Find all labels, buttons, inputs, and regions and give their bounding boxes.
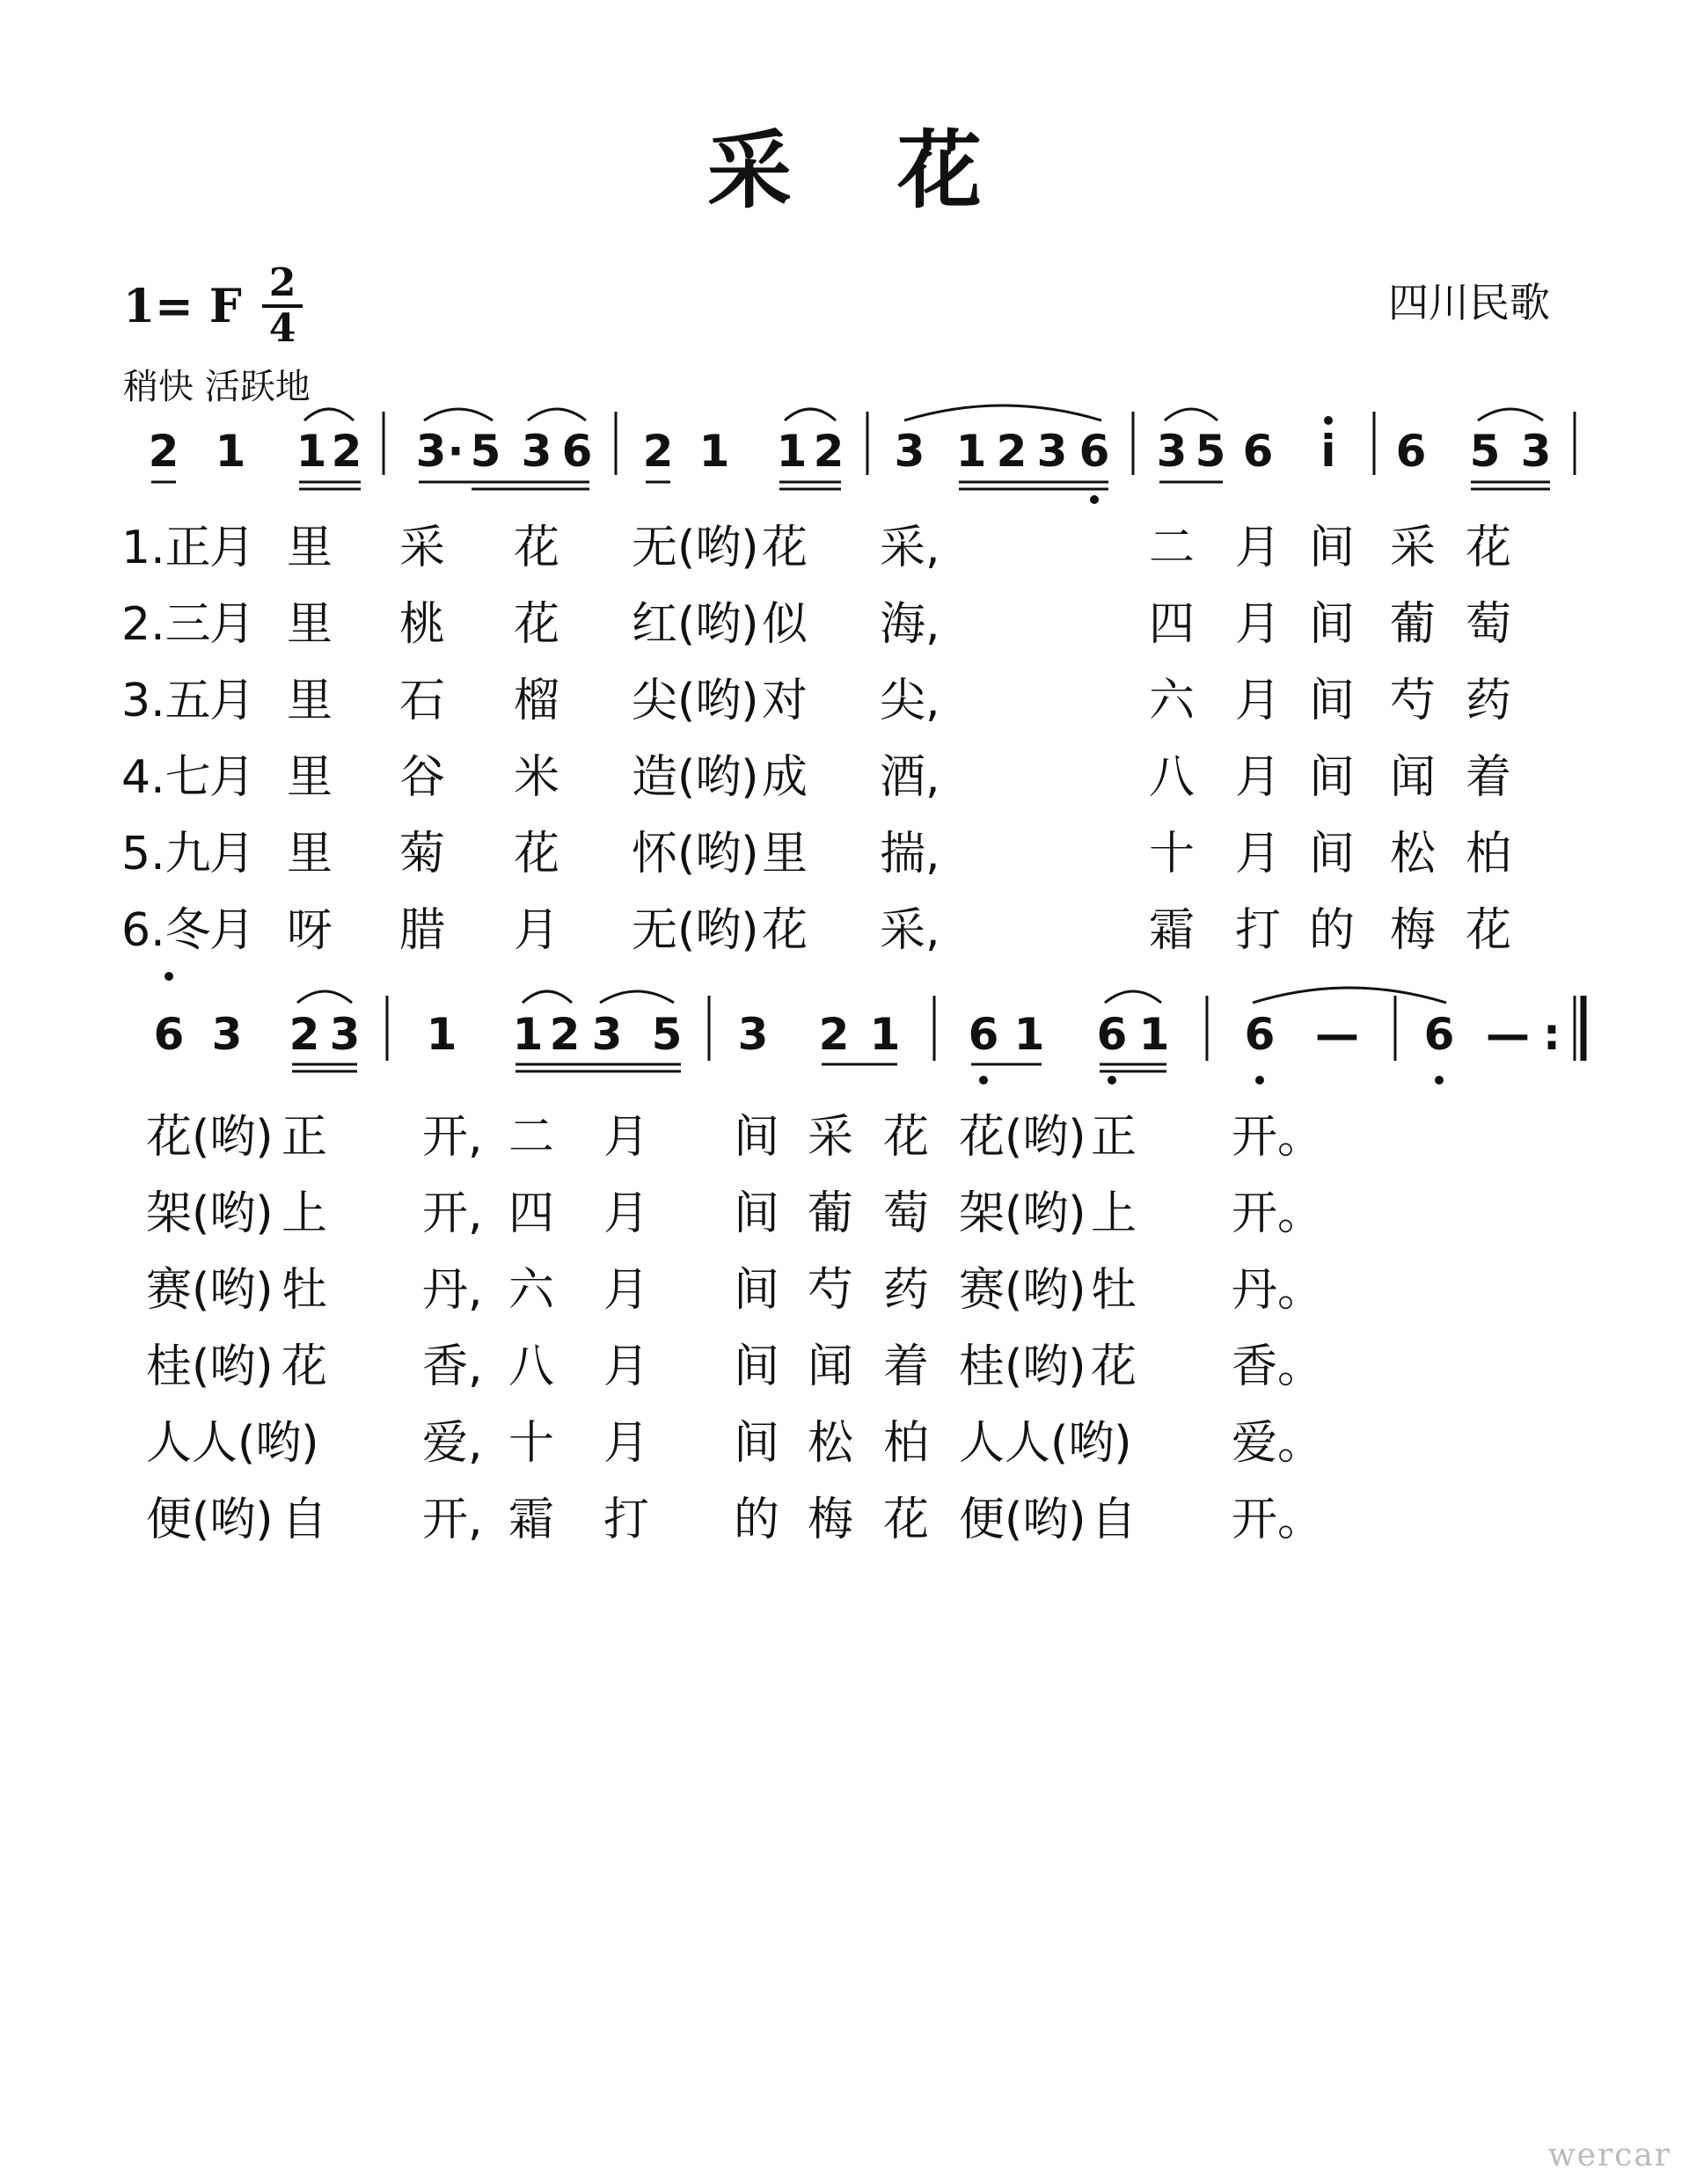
lyric-syllable: 正 bbox=[282, 1111, 328, 1164]
lyric-syllable: 自 bbox=[1091, 1494, 1137, 1546]
lyric-syllable: 花 bbox=[514, 598, 560, 651]
note: 6 bbox=[1423, 1009, 1455, 1060]
lyric-syllable: 开, bbox=[422, 1111, 483, 1164]
note: 2 bbox=[148, 426, 179, 477]
lyric-syllable: 松 bbox=[1390, 828, 1437, 880]
note: 5 bbox=[1469, 426, 1501, 477]
lyric-syllable: 爱, bbox=[422, 1417, 483, 1470]
lyric-syllable: 丹, bbox=[422, 1264, 483, 1317]
note: 3 bbox=[415, 426, 447, 477]
note: 3 bbox=[211, 1009, 243, 1060]
lyric-syllable: 葡 bbox=[1390, 598, 1437, 651]
lyric-syllable: 月 bbox=[603, 1187, 650, 1240]
lyric-syllable: 海, bbox=[880, 598, 940, 651]
note: 6 bbox=[1242, 426, 1274, 477]
lyric-syllable: 菊 bbox=[399, 828, 446, 880]
tempo-marking: 稍快 活跃地 bbox=[123, 367, 311, 407]
note: 5 bbox=[651, 1009, 683, 1060]
lyric-syllable: 花 bbox=[514, 828, 560, 880]
lyric-syllable: 六 bbox=[508, 1264, 555, 1317]
slur bbox=[1253, 988, 1446, 1003]
note: 6 bbox=[153, 1009, 185, 1060]
composer-label: 四川民歌 bbox=[1388, 279, 1550, 326]
lyric-syllable: 桃 bbox=[399, 598, 446, 651]
lyric-syllable: 霜 bbox=[1149, 904, 1195, 957]
note: 2 bbox=[813, 426, 844, 477]
note: 6 bbox=[1244, 1009, 1276, 1060]
lyric-syllable: 月 bbox=[1235, 675, 1282, 727]
lyric-syllable: 月 bbox=[1235, 522, 1282, 574]
lyric-syllable: 月 bbox=[209, 522, 256, 574]
slur bbox=[785, 409, 836, 420]
lyric-syllable: 间 bbox=[1309, 675, 1356, 727]
note: 1 bbox=[869, 1009, 901, 1060]
lyric-syllable: 2.三 bbox=[121, 598, 211, 651]
lyric-syllable: 酒, bbox=[880, 751, 940, 804]
lyric-syllable: 采, bbox=[880, 522, 940, 574]
lyric-syllable: 药 bbox=[883, 1264, 930, 1317]
lyric-syllable: 打 bbox=[603, 1494, 650, 1546]
note: 1 bbox=[215, 426, 246, 477]
lyric-syllable: 无(哟) bbox=[632, 522, 759, 574]
lyric-syllable: 芍 bbox=[808, 1264, 854, 1317]
lyric-syllable: 六 bbox=[1149, 675, 1195, 727]
lyric-syllable: 里 bbox=[287, 751, 333, 804]
lower-octave-dot bbox=[1435, 1076, 1444, 1085]
lower-octave-dot bbox=[1090, 495, 1099, 504]
lyric-syllable: 里 bbox=[287, 828, 333, 880]
lyric-syllable: 尖, bbox=[880, 675, 940, 727]
lyric-syllable: 月 bbox=[1235, 828, 1282, 880]
lyric-syllable: 间 bbox=[734, 1264, 780, 1317]
lyric-syllable: 桂(哟) bbox=[959, 1340, 1086, 1393]
lyric-syllable: 上 bbox=[282, 1187, 328, 1240]
lyric-syllable: 花 bbox=[514, 522, 560, 574]
note: 6 bbox=[1096, 1009, 1128, 1060]
lyric-syllable: 5.九 bbox=[121, 828, 211, 880]
lyric-syllable: 柏 bbox=[883, 1417, 930, 1470]
lyric-syllable: 赛(哟) bbox=[959, 1264, 1086, 1317]
lyric-syllable: 四 bbox=[508, 1187, 555, 1240]
lyric-syllable: 开, bbox=[422, 1494, 483, 1546]
lyric-syllable: 怀(哟) bbox=[632, 828, 759, 880]
note: 1 bbox=[1013, 1009, 1045, 1060]
lyric-syllable: 间 bbox=[1309, 598, 1356, 651]
lyric-syllable: 香, bbox=[422, 1340, 483, 1393]
lyric-syllable: 月 bbox=[603, 1417, 650, 1470]
lyric-syllable: 架(哟) bbox=[959, 1187, 1086, 1240]
lyric-syllable: 间 bbox=[1309, 522, 1356, 574]
lyric-syllable: 红(哟) bbox=[632, 598, 759, 651]
lower-octave-dot bbox=[1255, 1076, 1264, 1085]
note: 1 bbox=[512, 1009, 544, 1060]
lyric-syllable: 香。 bbox=[1232, 1340, 1324, 1393]
slur bbox=[528, 409, 586, 420]
lyric-syllable: 间 bbox=[734, 1187, 780, 1240]
lyric-syllable: 间 bbox=[1309, 751, 1356, 804]
lyric-syllable: 采 bbox=[1390, 522, 1437, 574]
lyric-syllable: 的 bbox=[734, 1494, 780, 1546]
lyric-syllable: 的 bbox=[1309, 904, 1356, 957]
lyric-syllable: 人人(哟) bbox=[959, 1417, 1132, 1470]
note: 2 bbox=[818, 1009, 850, 1060]
lyric-syllable: 桂(哟) bbox=[146, 1340, 274, 1393]
slur bbox=[304, 409, 354, 420]
slur bbox=[424, 409, 493, 420]
note: 2 bbox=[996, 426, 1027, 477]
lyric-syllable: 二 bbox=[1149, 522, 1195, 574]
lyric-syllable: 上 bbox=[1091, 1187, 1137, 1240]
note: 3 bbox=[1036, 426, 1068, 477]
lyric-syllable: 尖(哟) bbox=[632, 675, 759, 727]
lyric-syllable: 月 bbox=[209, 828, 256, 880]
note: 2 bbox=[289, 1009, 320, 1060]
slur bbox=[1165, 409, 1217, 420]
key-signature: 1= F bbox=[123, 280, 242, 333]
note: 3 bbox=[521, 426, 552, 477]
lyric-syllable: 萄 bbox=[883, 1187, 930, 1240]
lyric-syllable: 八 bbox=[1149, 751, 1195, 804]
lower-octave-dot bbox=[979, 1076, 988, 1085]
lyric-syllable: 开。 bbox=[1232, 1187, 1324, 1240]
lyric-syllable: 里 bbox=[287, 675, 333, 727]
lyric-syllable: 十 bbox=[508, 1417, 555, 1470]
lyric-syllable: 十 bbox=[1149, 828, 1195, 880]
lyric-syllable: 4.七 bbox=[121, 751, 211, 804]
note: 1 bbox=[776, 426, 808, 477]
lyric-syllable: 着 bbox=[1466, 751, 1512, 804]
slur bbox=[600, 991, 674, 1003]
note: 3 bbox=[894, 426, 925, 477]
lyric-syllable: 月 bbox=[209, 904, 256, 957]
lyric-syllable: 人人(哟) bbox=[146, 1417, 319, 1470]
slur bbox=[904, 405, 1101, 420]
note: — bbox=[1315, 1009, 1359, 1060]
lyric-syllable: 里 bbox=[287, 522, 333, 574]
lyric-syllable: 花 bbox=[762, 522, 808, 574]
lyric-syllable: 采, bbox=[880, 904, 940, 957]
slur bbox=[1478, 409, 1543, 420]
lyric-syllable: 月 bbox=[603, 1340, 650, 1393]
lyric-syllable: 花 bbox=[883, 1111, 930, 1164]
lyric-syllable: 药 bbox=[1466, 675, 1512, 727]
lyric-syllable: 芍 bbox=[1390, 675, 1437, 727]
upper-octave-dot bbox=[1324, 416, 1333, 425]
lyric-syllable: 石 bbox=[399, 675, 446, 727]
lyric-syllable: 闻 bbox=[1390, 751, 1437, 804]
lyric-syllable: 谷 bbox=[399, 751, 446, 804]
lyric-syllable: 花 bbox=[883, 1494, 930, 1546]
lyric-syllable: 便(哟) bbox=[959, 1494, 1086, 1546]
note: 6 bbox=[968, 1009, 999, 1060]
lyric-syllable: 霜 bbox=[508, 1494, 555, 1546]
note: 3 bbox=[329, 1009, 361, 1060]
note: 1 bbox=[426, 1009, 457, 1060]
lyric-syllable: 月 bbox=[209, 598, 256, 651]
note: : bbox=[1543, 1009, 1561, 1060]
lyric-syllable: 月 bbox=[514, 904, 560, 957]
lyric-syllable: 1.正 bbox=[121, 522, 211, 574]
lyric-syllable: 月 bbox=[603, 1111, 650, 1164]
lyric-syllable: 采 bbox=[808, 1111, 854, 1164]
lyric-syllable: 造(哟) bbox=[632, 751, 759, 804]
lyric-syllable: 花(哟) bbox=[959, 1111, 1086, 1164]
lyric-syllable: 松 bbox=[808, 1417, 854, 1470]
lyric-syllable: 呀 bbox=[287, 904, 333, 957]
lyric-syllable: 开。 bbox=[1232, 1111, 1324, 1164]
slur bbox=[1105, 991, 1161, 1003]
lyric-syllable: 间 bbox=[734, 1340, 780, 1393]
lyric-syllable: 对 bbox=[762, 675, 808, 727]
upper-octave-dot bbox=[165, 972, 173, 981]
time-signature-denominator: 4 bbox=[268, 306, 296, 351]
lyric-syllable: 花 bbox=[282, 1340, 328, 1393]
lyric-syllable: 3.五 bbox=[121, 675, 211, 727]
note: 3 bbox=[737, 1009, 769, 1060]
lyric-syllable: 花 bbox=[1466, 904, 1512, 957]
lyric-syllable: 似 bbox=[762, 598, 808, 651]
note: 2 bbox=[549, 1009, 581, 1060]
lyric-syllable: 萄 bbox=[1466, 598, 1512, 651]
note: i bbox=[1320, 426, 1336, 477]
lyric-syllable: 月 bbox=[1235, 751, 1282, 804]
slur bbox=[297, 991, 352, 1003]
lyric-syllable: 丹。 bbox=[1232, 1264, 1324, 1317]
lyric-syllable: 成 bbox=[762, 751, 808, 804]
lyric-syllable: 梅 bbox=[808, 1494, 854, 1546]
lyric-syllable: 里 bbox=[287, 598, 333, 651]
lyric-syllable: 腊 bbox=[399, 904, 446, 957]
note: · bbox=[447, 426, 464, 477]
note: 3 bbox=[1156, 426, 1188, 477]
note: 5 bbox=[1195, 426, 1226, 477]
lyric-syllable: 开。 bbox=[1232, 1494, 1324, 1546]
lyric-syllable: 正 bbox=[1091, 1111, 1137, 1164]
lyric-syllable: 二 bbox=[508, 1111, 555, 1164]
lyric-syllable: 着 bbox=[883, 1340, 930, 1393]
lyric-syllable: 花 bbox=[762, 904, 808, 957]
lyric-syllable: 揣, bbox=[880, 828, 940, 880]
lyric-syllable: 闻 bbox=[808, 1340, 854, 1393]
lyric-syllable: 月 bbox=[209, 751, 256, 804]
lyric-syllable: 月 bbox=[209, 675, 256, 727]
lyric-syllable: 花(哟) bbox=[146, 1111, 274, 1164]
lyric-syllable: 花 bbox=[1091, 1340, 1137, 1393]
lyric-syllable: 八 bbox=[508, 1340, 555, 1393]
lyric-syllable: 无(哟) bbox=[632, 904, 759, 957]
lyric-syllable: 开, bbox=[422, 1187, 483, 1240]
lyric-syllable: 架(哟) bbox=[146, 1187, 274, 1240]
watermark: wercar bbox=[1547, 2137, 1671, 2173]
lyric-syllable: 间 bbox=[1309, 828, 1356, 880]
lyric-syllable: 自 bbox=[282, 1494, 328, 1546]
lyric-syllable: 米 bbox=[514, 751, 560, 804]
note: 1 bbox=[698, 426, 730, 477]
time-signature-numerator: 2 bbox=[268, 260, 296, 305]
note: 2 bbox=[642, 426, 674, 477]
note: 6 bbox=[1078, 426, 1110, 477]
lyric-syllable: 采 bbox=[399, 522, 446, 574]
lower-octave-dot bbox=[1108, 1076, 1116, 1085]
lyric-syllable: 爱。 bbox=[1232, 1417, 1324, 1470]
lyric-syllable: 葡 bbox=[808, 1187, 854, 1240]
note: 6 bbox=[1395, 426, 1427, 477]
note: 2 bbox=[331, 426, 362, 477]
lyric-syllable: 里 bbox=[762, 828, 808, 880]
lyric-syllable: 赛(哟) bbox=[146, 1264, 274, 1317]
lyric-syllable: 间 bbox=[734, 1417, 780, 1470]
lyric-syllable: 打 bbox=[1235, 904, 1282, 957]
note: 6 bbox=[561, 426, 593, 477]
note: 1 bbox=[1138, 1009, 1170, 1060]
lyric-syllable: 月 bbox=[603, 1264, 650, 1317]
lyric-syllable: 柏 bbox=[1466, 828, 1512, 880]
slur bbox=[523, 991, 572, 1003]
lyric-syllable: 间 bbox=[734, 1111, 780, 1164]
lyric-syllable: 榴 bbox=[514, 675, 560, 727]
note: 3 bbox=[1520, 426, 1552, 477]
lyric-syllable: 四 bbox=[1149, 598, 1195, 651]
lyric-syllable: 6.冬 bbox=[121, 904, 211, 957]
lyric-syllable: 牡 bbox=[1091, 1264, 1137, 1317]
note: 5 bbox=[470, 426, 501, 477]
lyric-syllable: 牡 bbox=[282, 1264, 328, 1317]
note: — bbox=[1486, 1009, 1530, 1060]
lyric-syllable: 便(哟) bbox=[146, 1494, 274, 1546]
note: 1 bbox=[955, 426, 987, 477]
note: 3 bbox=[591, 1009, 623, 1060]
lyric-syllable: 花 bbox=[1466, 522, 1512, 574]
note: 1 bbox=[296, 426, 327, 477]
lyric-syllable: 月 bbox=[1235, 598, 1282, 651]
lyric-syllable: 梅 bbox=[1390, 904, 1437, 957]
song-title: 采花 bbox=[707, 121, 1087, 220]
